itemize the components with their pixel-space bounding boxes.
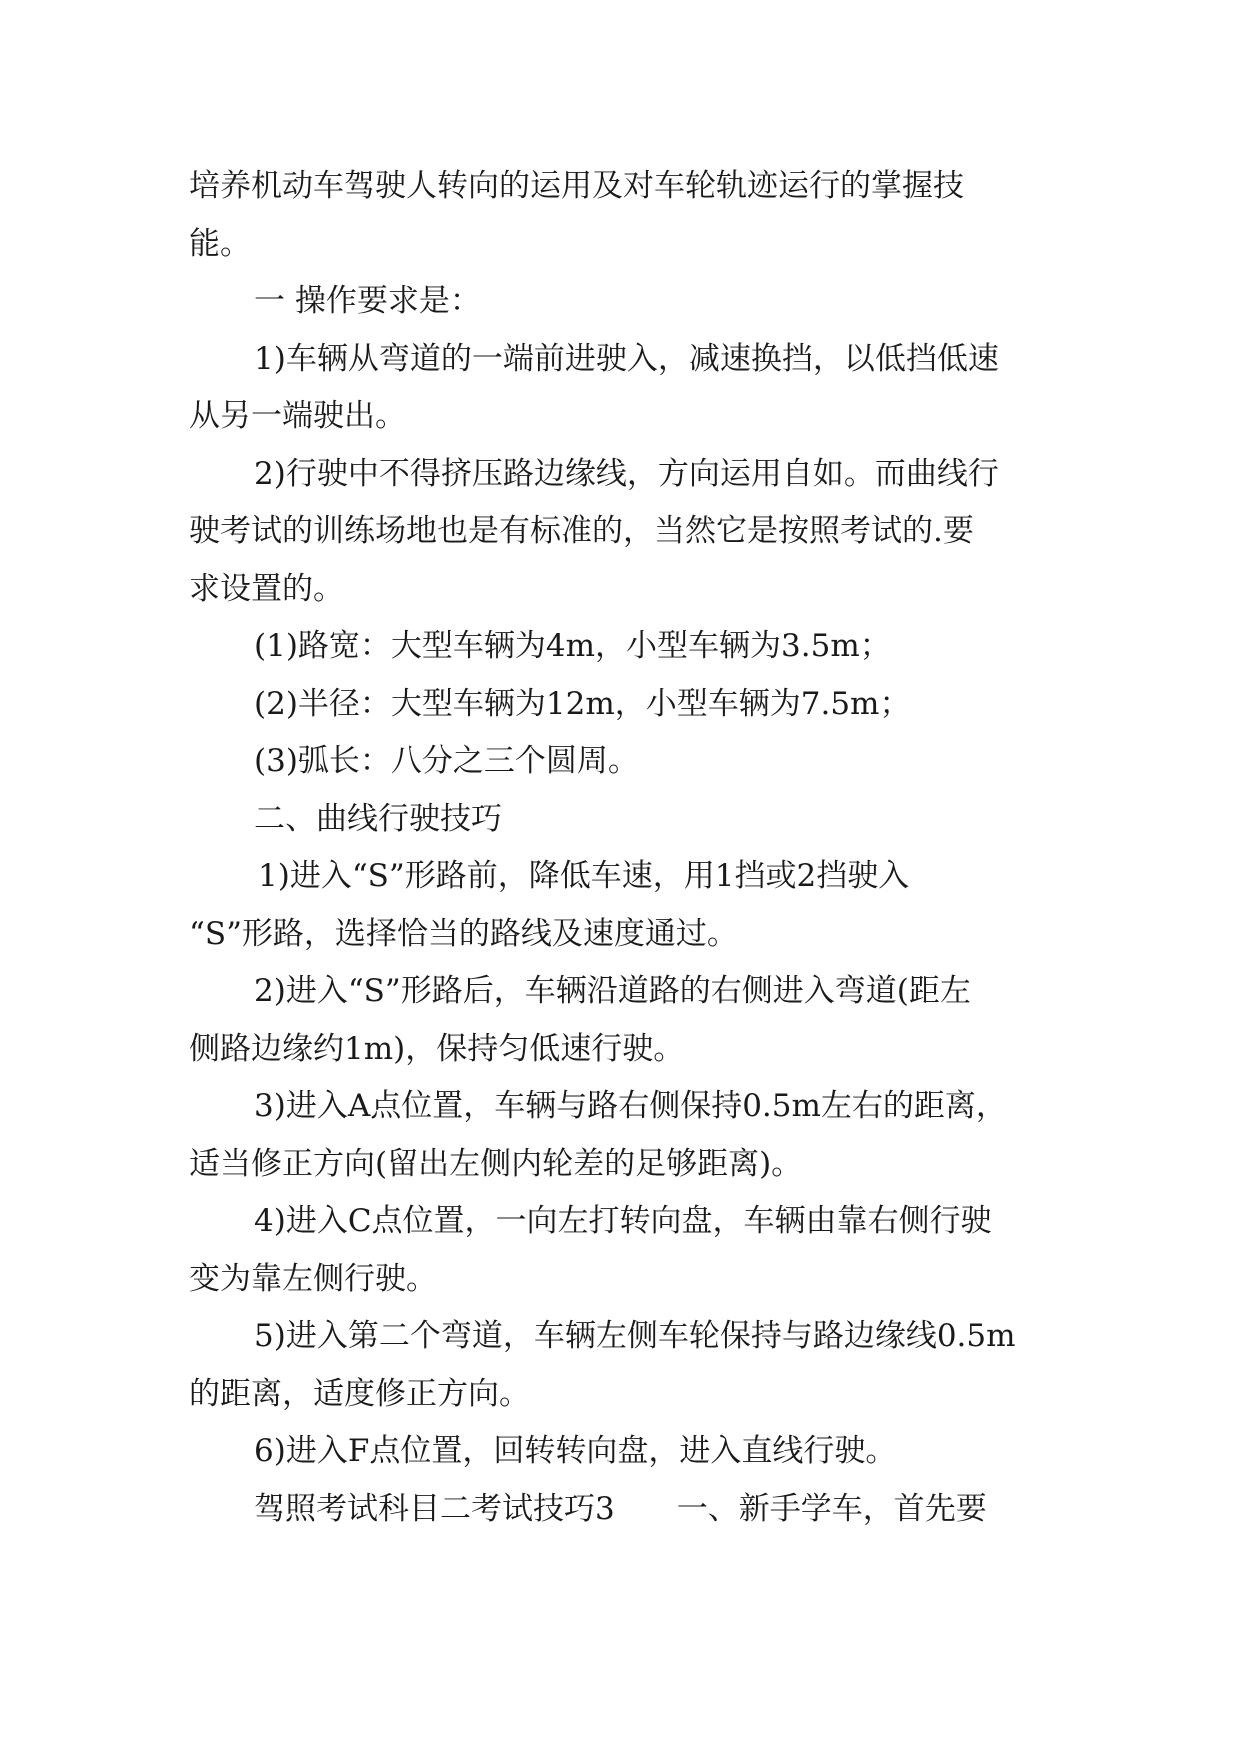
text-line: 6)进入F点位置，回转转向盘，进入直线行驶。 [254,1433,897,1469]
text-line: 变为靠左侧行驶。 [189,1261,437,1297]
text-line: 从另一端驶出。 [189,398,406,434]
text-line: (3)弧长：八分之三个圆周。 [254,743,639,779]
text-line: 能。 [189,226,251,262]
text-line: 2)进入“S”形路后，车辆沿道路的右侧进入弯道(距左 [254,973,971,1009]
text-line: 驶考试的训练场地也是有标准的，当然它是按照考试的.要 [189,513,974,549]
text-line: “S”形路，选择恰当的路线及速度通过。 [189,916,738,952]
text-line: 1)进入“S”形路前，降低车速，用1挡或2挡驶入 [258,858,910,894]
text-line: 适当修正方向(留出左侧内轮差的足够距离)。 [189,1146,803,1182]
text-line: (2)半径：大型车辆为12m，小型车辆为7.5m； [254,686,911,722]
section-heading: 一 操作要求是： [254,283,481,319]
text-line: 3)进入A点位置，车辆与路右侧保持0.5m左右的距离， [254,1088,1007,1124]
section-heading: 二、曲线行驶技巧 [254,801,502,837]
text-line: (1)路宽：大型车辆为4m，小型车辆为3.5m； [254,628,891,664]
text-line: 4)进入C点位置，一向左打转向盘，车辆由靠右侧行驶 [254,1203,992,1239]
text-line: 的距离，适度修正方向。 [189,1376,530,1412]
text-line: 5)进入第二个弯道，车辆左侧车轮保持与路边缘线0.5m [254,1318,1016,1354]
text-line: 驾照考试科目二考试技巧3 一、新手学车，首先要 [254,1491,987,1527]
text-line: 培养机动车驾驶人转向的运用及对车轮轨迹运行的掌握技 [189,168,964,204]
text-line: 求设置的。 [189,571,344,607]
text-line: 2)行驶中不得挤压路边缘线，方向运用自如。而曲线行 [254,456,999,492]
text-line: 1)车辆从弯道的一端前进驶入，减速换挡，以低挡低速 [254,341,999,377]
text-line: 侧路边缘约1m)，保持匀低速行驶。 [189,1031,685,1067]
